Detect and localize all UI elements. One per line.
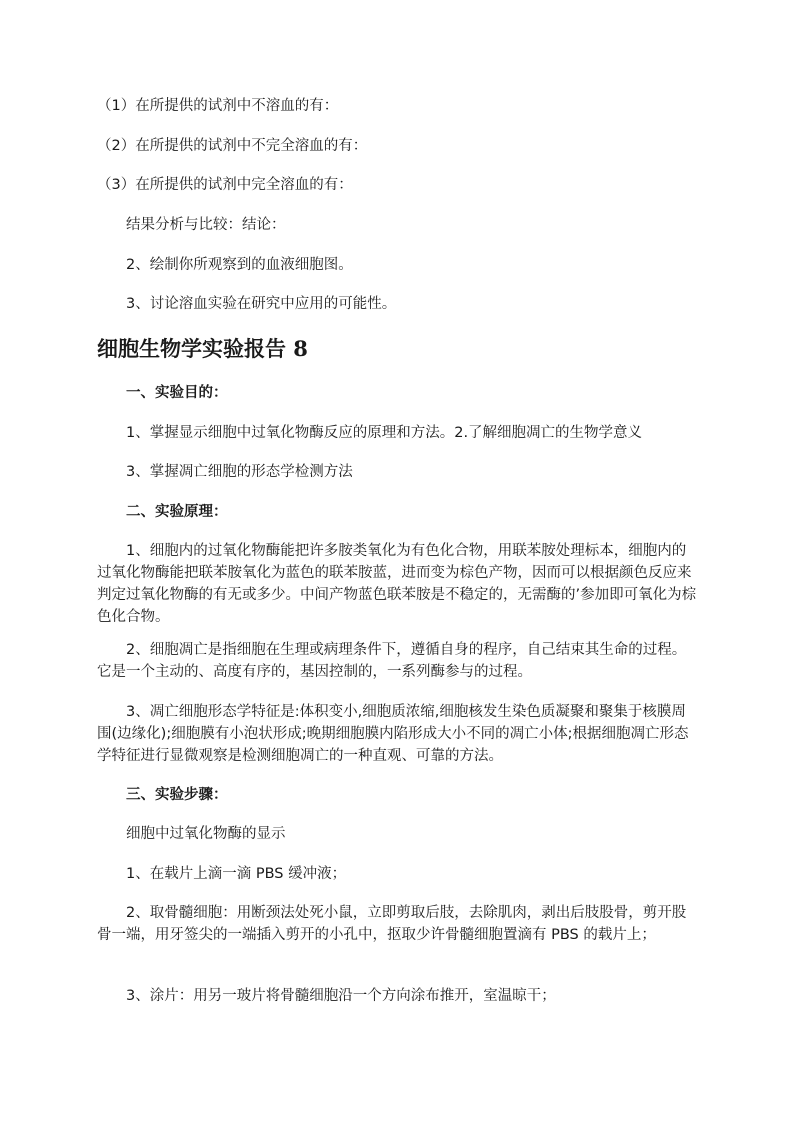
step-1: 1、在载片上滴一滴 PBS 缓冲液；: [126, 866, 347, 882]
section-1-item-3: 3、掌握凋亡细胞的形态学检测方法: [126, 464, 353, 480]
analysis-line: 结果分析与比较：结论：: [126, 217, 286, 233]
section-2-para-3: 3、凋亡细胞形态学特征是:体积变小,细胞质浓缩,细胞核发生染色质凝聚和聚集于核膜周围(边缘化);细胞膜有小泡状形成;晚期细胞膜内陷形成大小不同的凋亡小体;根据细胞凋亡形态学特征进行显微观察是检测细胞凋亡的一种直观、可靠的方法。: [97, 704, 689, 764]
step-2: 2、取骨髓细胞：用断颈法处死小鼠，立即剪取后肢，去除肌肉，剥出后肢股骨，剪开股骨一端，用牙签尖的一端插入剪开的小孔中，抠取少许骨髓细胞置滴有 PBS 的载片上；: [97, 905, 687, 943]
section-1-item-1: 1、掌握显示细胞中过氧化物酶反应的原理和方法。2.了解细胞凋亡的生物学意义: [126, 425, 643, 441]
section-1-heading: 一、实验目的：: [126, 385, 228, 401]
item-2: 2、绘制你所观察到的血液细胞图。: [126, 257, 353, 273]
question-3: （3）在所提供的试剂中完全溶血的有：: [97, 177, 353, 193]
section-2-para-2: 2、细胞凋亡是指细胞在生理或病理条件下，遵循自身的程序，自己结束其生命的过程。它是一个主动的、高度有序的，基因控制的，一系列酶参与的过程。: [97, 642, 687, 680]
section-3-subtitle: 细胞中过氧化物酶的显示: [126, 826, 286, 842]
item-3: 3、讨论溶血实验在研究中应用的可能性。: [126, 296, 397, 312]
question-2: （2）在所提供的试剂中不完全溶血的有：: [97, 138, 368, 154]
question-1: （1）在所提供的试剂中不溶血的有：: [97, 98, 339, 114]
report-title: 细胞生物学实验报告 8: [97, 336, 308, 361]
step-3: 3、涂片：用另一玻片将骨髓细胞沿一个方向涂布推开，室温晾干；: [126, 988, 556, 1004]
section-2-para-1: 1、细胞内的过氧化物酶能把许多胺类氧化为有色化合物，用联苯胺处理标本，细胞内的过氧化物酶能把联苯胺氧化为蓝色的联苯胺蓝，进而变为棕色产物，因而可以根据颜色反应来判定过氧化物酶的有无或多少。中间产物蓝色联苯胺是不稳定的，无需酶的’参加即可氧化为棕色化合物。: [97, 543, 697, 625]
section-3-heading: 三、实验步骤：: [126, 787, 228, 803]
section-2-heading: 二、实验原理：: [126, 504, 228, 520]
